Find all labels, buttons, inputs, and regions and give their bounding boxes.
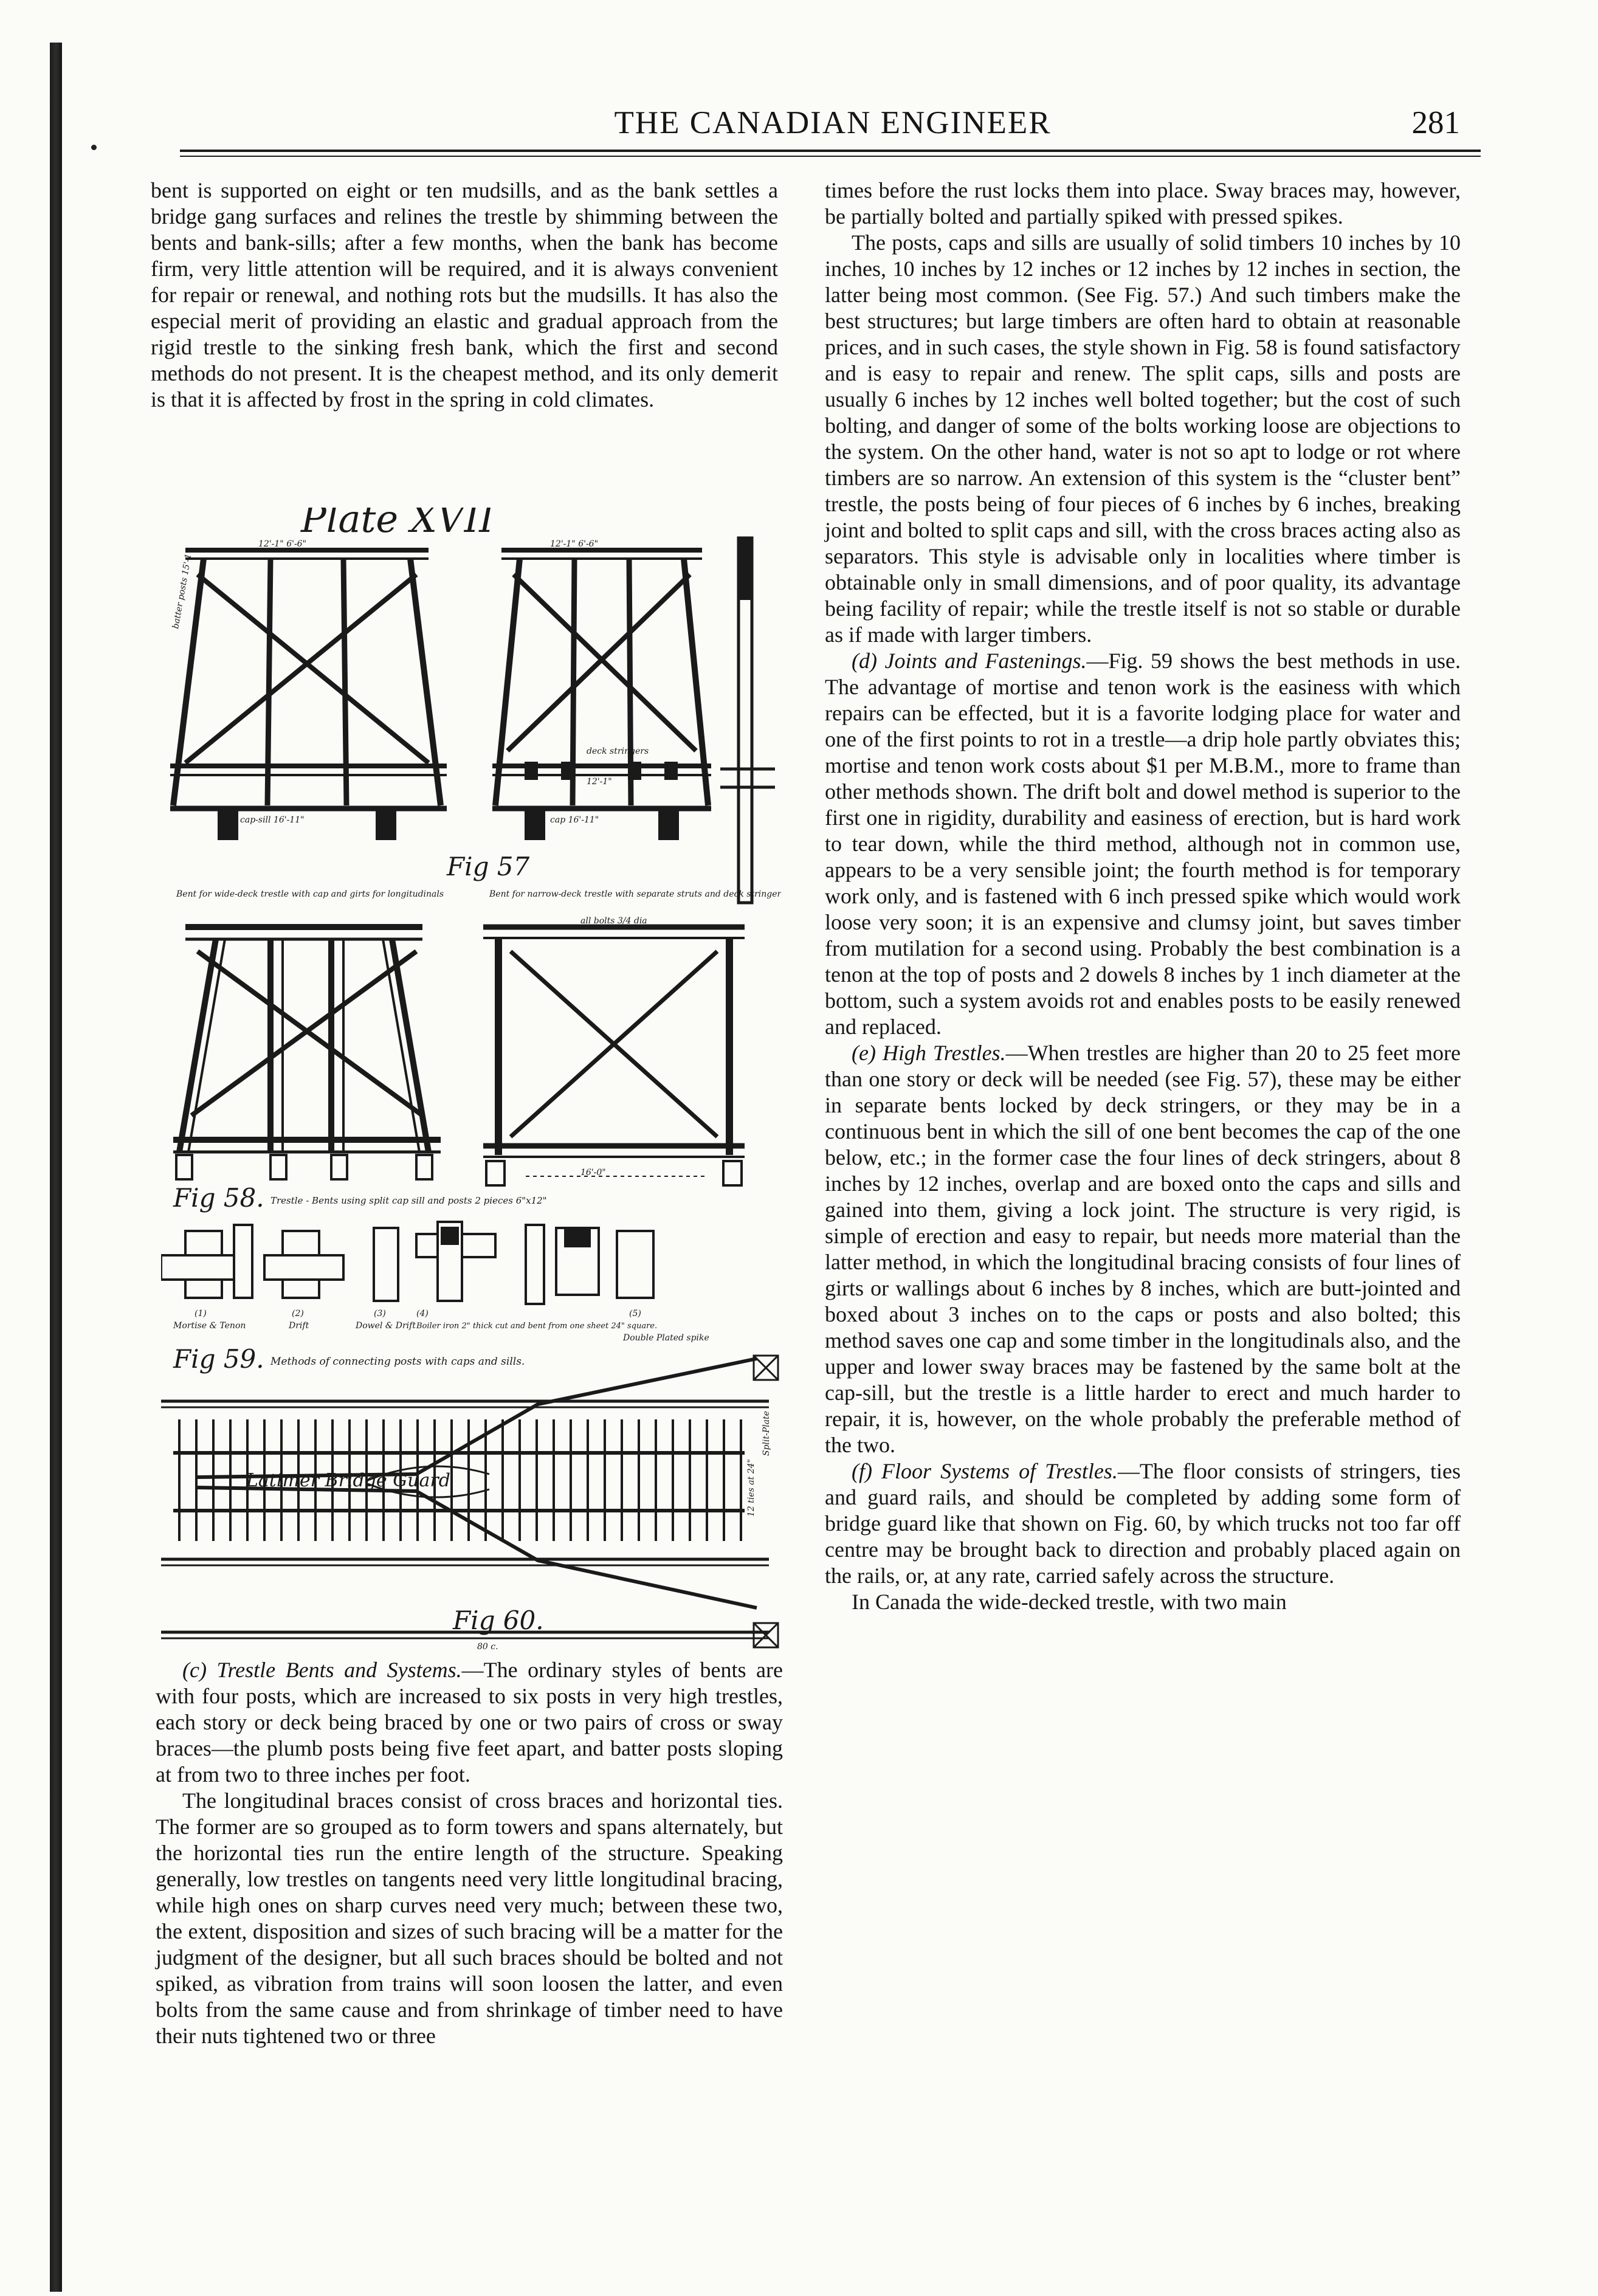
paragraph: The posts, caps and sills are usually of solid timbers 10 inches by 10 inches, 10 inches by 12 inches or 12 inches by 12 inches in section, the latter being most common. (See Fig. 57.) And such timbers make the best structures; but large timbers are often hard to obtain at reasonable prices, and in such cases, the style shown in Fig. 58 is found satisfactory and is easy to repair and renew. The split caps, sills and posts are usually 6 inches by 12 inches well bolted together; but the cost of such bolting, and danger of some of the bolts working loose are objections to the system. On the other hand, water is not so apt to lodge or rot where timbers are so narrow. An extension of this system is the “cluster bent” trestle, the posts being of four pieces of 6 inches by 6 inches, breaking joint and bolted to split caps and sill, with the cross braces acting also as separators. This style is advisable only in localities where timber is obtainable only in small dimensions, and of poor quality, its advantage being facility of repair; while the trestle itself is not so stable or durable as if made with larger timbers.	[825, 230, 1461, 647]
fig57-caption-left: Bent for wide-deck trestle with cap and girts for longitudinals	[176, 889, 444, 899]
fig58-label: Fig 58.	[173, 1183, 264, 1213]
fig57-deck-dim: 12'-1"	[587, 777, 612, 787]
paragraph: bent is supported on eight or ten mudsills, and as the bank settles a bridge gang surfaces and relines the trestle by shimming between the bents and bank-sills; after a few months, when the bank has become firm, very little attention will be required, and it is always convenient for repair or renewal, and nothing rots but the mudsills. It has also the especial merit of providing an elastic and gradual approach from the rigid trestle to the sinking fresh bank, which the first and second methods do not present. It is the cheapest method, and its only demerit is that it is affected by frost in the spring in cold climates.	[151, 178, 778, 412]
fig59-label: Fig 59.	[173, 1344, 264, 1374]
paragraph-text: —The ordinary styles of bents are with four posts, which are increased to six posts in very high trestles, each story or deck being braced by one or two pairs of cross or sway braces—the plumb posts being five feet apart, and batter posts sloping at from two to three inches per foot.	[156, 1658, 784, 1787]
plate-title: Plate XVII	[301, 508, 494, 541]
section-heading: (e) High Trestles.	[852, 1041, 1006, 1065]
fig59-item1-text: Mortise & Tenon	[173, 1321, 246, 1331]
fig59-item5-num: (5)	[629, 1309, 641, 1319]
fig57-dim-cap-right: 12'-1" 6'-6"	[550, 539, 599, 549]
fig59-item2-text: Drift	[289, 1321, 309, 1331]
journal-title: THE CANADIAN ENGINEER	[614, 105, 1052, 140]
fig57-deck-label: deck stringers	[587, 746, 649, 756]
fig57-dim-sill-left: cap-sill 16'-11"	[240, 815, 305, 825]
fig59-item5-text: Double Plated spike	[623, 1333, 709, 1343]
fig59-caption: Methods of connecting posts with caps and sills.	[270, 1356, 525, 1368]
fig58-right-bent	[483, 927, 745, 1185]
paragraph-text: —The floor consists of stringers, ties and guard rails, and should be completed by adding some form of bridge guard like that shown on Fig. 60, by which trucks not too far off centre may be brought back to direction and probably placed again on the rails, or, at any rate, carried safely across the structure.	[825, 1459, 1461, 1588]
fig58-caption: Trestle - Bents using split cap sill and posts 2 pieces 6"x12"	[270, 1195, 547, 1206]
section-heading: (d) Joints and Fastenings.	[852, 649, 1087, 673]
fig57-dim-batter: batter posts 15'-1"	[171, 549, 195, 630]
fig57-dim-sill-right: cap 16'-11"	[550, 815, 599, 825]
left-column-bottom	[156, 1657, 783, 2049]
header-rule-thin	[180, 156, 1481, 157]
section-heading: (f) Floor Systems of Trestles.	[852, 1459, 1118, 1483]
paragraph-joints	[825, 648, 1461, 1040]
section-heading: (c) Trestle Bents and Systems.	[182, 1658, 462, 1682]
binding-mark	[91, 145, 97, 150]
fig58-dim-top: all bolts 3/4 dia	[580, 916, 647, 926]
page-binding-edge	[50, 43, 62, 2292]
fig57-right-bent	[492, 538, 775, 903]
right-column	[825, 178, 1461, 1615]
fig57-label: Fig 57	[447, 852, 530, 881]
fig58-dim-bottom: 16'-0"	[580, 1168, 606, 1177]
fig59-item1-num: (1)	[195, 1309, 207, 1319]
fig59-item3-text: Dowel & Drift	[356, 1321, 416, 1331]
plate-xvii-figure	[161, 508, 781, 1660]
paragraph: In Canada the wide-decked trestle, with two main	[852, 1590, 1287, 1614]
paragraph-text: —Fig. 59 shows the best methods in use. The advantage of mortise and tenon work is the easiness with which repairs can be effected, but it is a favorite lodging place for water and one of the first points to rot in a trestle—a drip hole partly obviates this; mortise and tenon work costs about $1 per M.B.M., more to frame than other methods shown. The drift bolt and dowel method is superior to the first one in rigidity, durability and easiness of erection, but is hard work to tear down, while the third method, although not in common use, appears to be a very sensible joint; the fourth method is for temporary work only, and is fastened with 6 inch pressed spike which would work loose very soon; it is an expensive and clumsy joint, but saves timber from mutilation for a second using. Probably the best combination is a tenon at the top of posts and 2 dowels 8 inches by 1 inch diameter at the bottom, such a system avoids rot and enables posts to be easily renewed and replaced.	[825, 649, 1461, 1039]
page-header	[182, 105, 1483, 147]
fig59-item4-text: Boiler iron 2" thick cut and bent from one sheet 24" square.	[416, 1322, 658, 1331]
fig59-item2-num: (2)	[292, 1309, 304, 1319]
fig60-guard-label: Latimer Bridge Guard	[246, 1470, 450, 1491]
fig60-right-label-0: Split-Plate	[762, 1410, 771, 1456]
fig57-left-bent	[170, 550, 447, 839]
fig60-right-label-1: 12 ties at 24"	[746, 1459, 756, 1517]
fig59-joints	[161, 1222, 653, 1304]
paragraph-trestle-bents	[156, 1657, 783, 1788]
fig59-item3-num: (3)	[374, 1309, 386, 1319]
paragraph-text: —When trestles are higher than 20 to 25 feet more than one story or deck will be needed (see Fig. 57), these may be either in separate bents locked by deck stringers, or they may be in a continuous bent in which the sill of one bent becomes the cap of the one below, etc.; in the former case the four lines of deck stringers, about 8 inches by 12 inches, overlap and are boxed onto the caps and sills and gained into them, giving a lock joint. The structure is very rigid, is simple of erection and easy to repair, but needs more material than the latter method, in which the longitudinal bracing consists of four lines of girts or wallings about 6 inches by 8 inches, which are butt-jointed and boxed about 3 inches on to the caps or posts and also bolted; this method saves one cap and some timber in the longitudinals also, and the upper and lower sway braces may be fastened by the same bolt at the cap-sill, but the trestle is a little harder to erect and much harder to repair, it is, however, on the whole probably the preferable method of the two.	[825, 1041, 1461, 1457]
fig57-dim-cap-left: 12'-1" 6'-6"	[258, 539, 307, 549]
paragraph-floor-systems	[825, 1458, 1461, 1589]
header-rule-thick	[180, 150, 1481, 152]
fig60-label: Fig 60.	[453, 1605, 544, 1635]
fig57-caption-right: Bent for narrow-deck trestle with separate struts and deck stringers	[489, 889, 781, 899]
paragraph: The longitudinal braces consist of cross braces and horizontal ties. The former are so grouped as to form towers and spans alternately, but the horizontal ties run the entire length of the structure. Speaking generally, low trestles on tangents need very little longitudinal bracing, while high ones on sharp curves need very much; between these two, the extent, disposition and sizes of such bracing will be a matter for the judgment of the designer, but all such braces should be bolted and not spiked, as vibration from trains will soon loosen the latter, and even bolts from the same cause and from shrinkage of timber need to have their nuts tightened two or three	[156, 1788, 783, 2048]
paragraph-high-trestles	[825, 1040, 1461, 1458]
paragraph: times before the rust locks them into place. Sway braces may, however, be partially bolted and partially spiked with pressed spikes.	[825, 178, 1461, 229]
fig60-dim-bottom: 80 c.	[477, 1642, 498, 1652]
fig58-left-bent	[173, 927, 441, 1179]
fig59-item4-num: (4)	[416, 1309, 429, 1319]
left-column-top	[151, 178, 778, 413]
page-number: 281	[1411, 105, 1460, 140]
plate-drawing	[161, 508, 781, 1660]
